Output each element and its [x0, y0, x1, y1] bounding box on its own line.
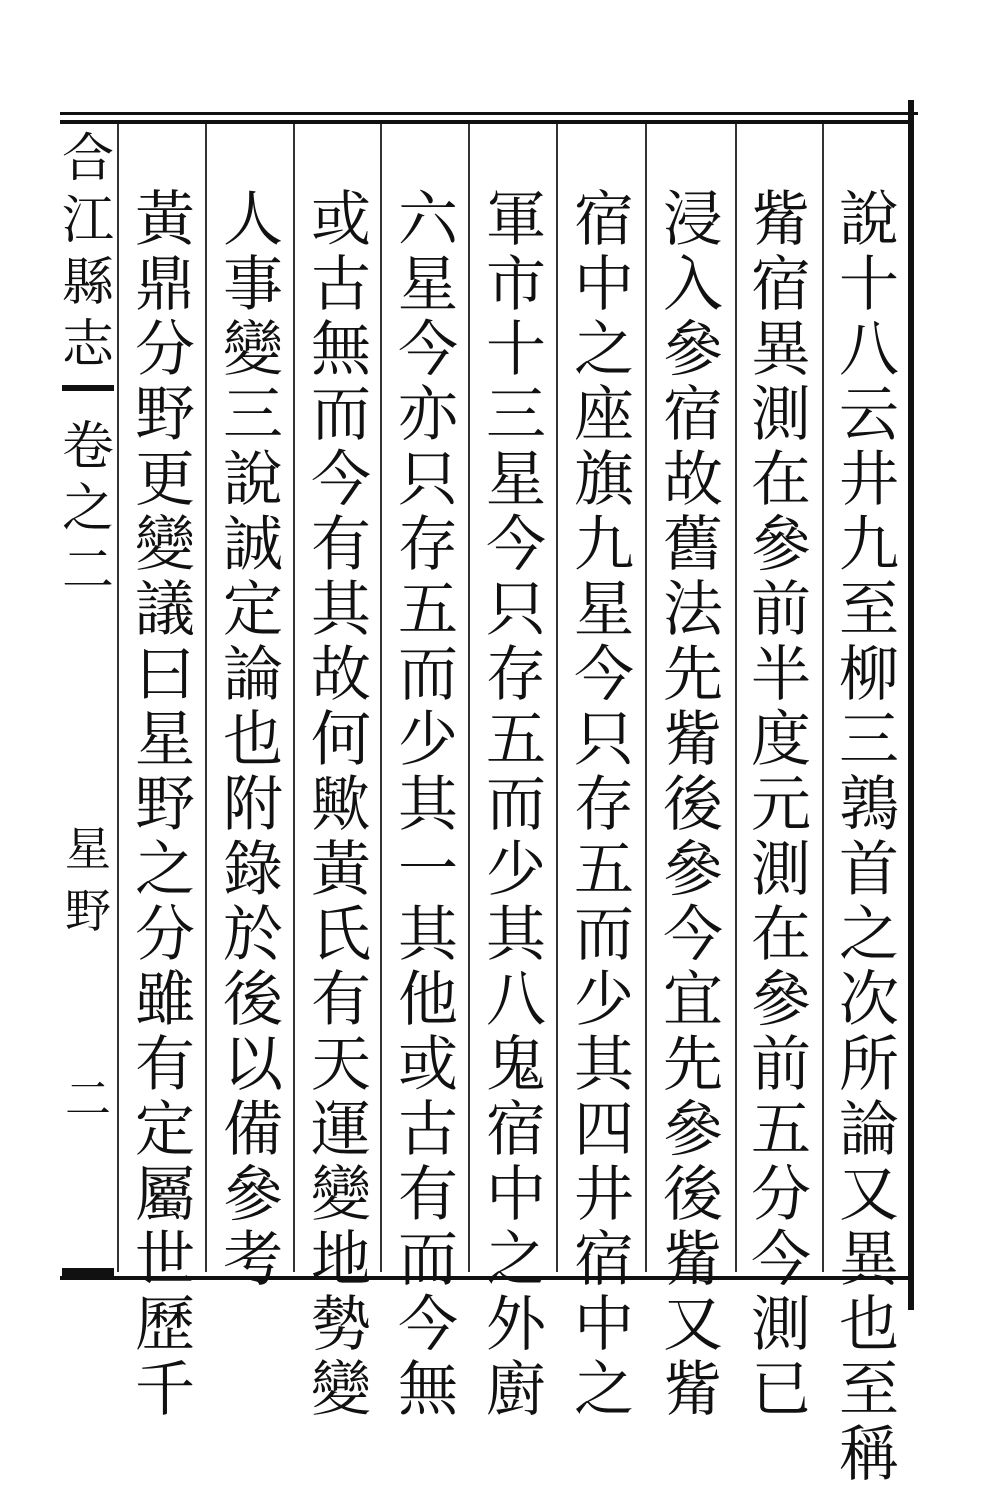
column-rule: [556, 124, 558, 1272]
glyph: 有: [398, 1160, 458, 1230]
glyph: 九: [839, 510, 899, 580]
text-column-6: [391, 185, 465, 1425]
glyph: 星: [398, 250, 458, 320]
glyph: 野: [135, 380, 195, 450]
glyph: 中: [486, 1160, 546, 1230]
glyph: 故: [663, 445, 723, 515]
glyph: 廚: [486, 1355, 546, 1425]
glyph: 中: [574, 1290, 634, 1360]
glyph: 一: [398, 835, 458, 905]
glyph: 至: [839, 1355, 899, 1425]
glyph: 三: [223, 380, 283, 450]
glyph: 存: [486, 640, 546, 710]
glyph: 五: [398, 575, 458, 645]
glyph: 參: [663, 1095, 723, 1165]
glyph: 定: [135, 1095, 195, 1165]
glyph: 柳: [839, 640, 899, 710]
glyph: 存: [574, 770, 634, 840]
glyph: 今: [486, 510, 546, 580]
glyph: 測: [751, 835, 811, 905]
glyph: 更: [135, 445, 195, 515]
glyph: 千: [135, 1355, 195, 1425]
glyph: 備: [223, 1095, 283, 1165]
text-column-4: [567, 185, 641, 1425]
glyph: 他: [398, 965, 458, 1035]
glyph: 云: [839, 380, 899, 450]
glyph: 無: [311, 315, 371, 385]
glyph: 次: [839, 965, 899, 1035]
glyph: 說: [839, 185, 899, 255]
glyph: 宿: [486, 1095, 546, 1165]
glyph: 其: [398, 900, 458, 970]
glyph: 前: [751, 575, 811, 645]
text-column-9: [128, 185, 202, 1425]
glyph: 四: [574, 1095, 634, 1165]
glyph: 觜: [751, 185, 811, 255]
fold-mark: [62, 1268, 114, 1278]
glyph: 又: [663, 1290, 723, 1360]
glyph: 觜: [663, 1355, 723, 1425]
text-column-5: [479, 185, 553, 1425]
glyph: 在: [751, 445, 811, 515]
glyph: 參: [663, 835, 723, 905]
glyph: 或: [398, 1030, 458, 1100]
glyph: 十: [839, 250, 899, 320]
glyph: 天: [311, 1030, 371, 1100]
glyph: 野: [135, 770, 195, 840]
margin-column: [62, 128, 114, 1268]
glyph: 已: [751, 1355, 811, 1425]
glyph: 今: [574, 640, 634, 710]
glyph: 稱: [839, 1420, 899, 1490]
column-rule: [293, 124, 295, 1272]
glyph: 之: [839, 900, 899, 970]
glyph: 誠: [223, 510, 283, 580]
column-rule: [205, 124, 207, 1272]
glyph: 世: [135, 1225, 195, 1295]
glyph: 三: [839, 705, 899, 775]
glyph: 變: [223, 315, 283, 385]
margin-glyph: 合: [62, 129, 115, 189]
glyph: 觜: [663, 705, 723, 775]
glyph: 後: [223, 965, 283, 1035]
glyph: 黃: [311, 835, 371, 905]
text-column-3: [656, 185, 730, 1425]
column-rule: [468, 124, 470, 1272]
glyph: 屬: [135, 1160, 195, 1230]
glyph: 星: [135, 705, 195, 775]
glyph: 也: [223, 705, 283, 775]
margin-glyph: 野: [65, 884, 111, 938]
glyph: 少: [398, 705, 458, 775]
text-column-8: [216, 185, 290, 1295]
glyph: 而: [398, 1225, 458, 1295]
glyph: 只: [486, 575, 546, 645]
glyph: 九: [574, 510, 634, 580]
glyph: 無: [398, 1355, 458, 1425]
text-column-1: [832, 185, 906, 1490]
glyph: 今: [311, 445, 371, 515]
glyph: 法: [663, 575, 723, 645]
glyph: 存: [398, 510, 458, 580]
glyph: 今: [751, 1225, 811, 1295]
glyph: 分: [135, 900, 195, 970]
glyph: 異: [751, 315, 811, 385]
glyph: 所: [839, 1030, 899, 1100]
glyph: 先: [663, 1030, 723, 1100]
glyph: 浸: [663, 185, 723, 255]
glyph: 井: [839, 445, 899, 515]
glyph: 地: [311, 1225, 371, 1295]
glyph: 在: [751, 900, 811, 970]
glyph: 座: [574, 380, 634, 450]
glyph: 運: [311, 1095, 371, 1165]
glyph: 也: [839, 1290, 899, 1360]
glyph: 其: [574, 1030, 634, 1100]
glyph: 市: [486, 250, 546, 320]
glyph: 八: [486, 965, 546, 1035]
glyph: 分: [751, 1160, 811, 1230]
glyph: 五: [751, 1095, 811, 1165]
column-rule: [645, 124, 647, 1272]
glyph: 錄: [223, 835, 283, 905]
glyph: 勢: [311, 1290, 371, 1360]
glyph: 度: [751, 705, 811, 775]
glyph: 觜: [663, 1225, 723, 1295]
glyph: 至: [839, 575, 899, 645]
glyph: 先: [663, 640, 723, 710]
glyph: 半: [751, 640, 811, 710]
glyph: 宿: [574, 1225, 634, 1295]
margin-glyph: 星: [65, 822, 111, 876]
glyph: 元: [751, 770, 811, 840]
top-border: [60, 112, 918, 115]
glyph: 六: [398, 185, 458, 255]
glyph: 中: [574, 250, 634, 320]
glyph: 星: [574, 575, 634, 645]
column-rule: [822, 124, 824, 1272]
glyph: 鶉: [839, 770, 899, 840]
glyph: 古: [398, 1095, 458, 1165]
glyph: 事: [223, 250, 283, 320]
glyph: 亦: [398, 380, 458, 450]
glyph: 今: [398, 315, 458, 385]
glyph: 而: [398, 640, 458, 710]
glyph: 以: [223, 1030, 283, 1100]
glyph: 星: [486, 445, 546, 515]
glyph: 人: [223, 185, 283, 255]
margin-glyph: 卷: [62, 417, 115, 477]
glyph: 附: [223, 770, 283, 840]
page-number: [65, 1068, 111, 1130]
column-rule: [380, 124, 382, 1272]
column-rule: [735, 124, 737, 1272]
glyph: 又: [839, 1160, 899, 1230]
glyph: 何: [311, 705, 371, 775]
glyph: 而: [311, 380, 371, 450]
glyph: 宿: [663, 380, 723, 450]
glyph: 少: [574, 965, 634, 1035]
glyph: 只: [574, 705, 634, 775]
margin-glyph: 江: [62, 191, 115, 251]
glyph: 今: [663, 900, 723, 970]
glyph: 只: [398, 445, 458, 515]
glyph: 五: [486, 705, 546, 775]
glyph: 其: [311, 575, 371, 645]
glyph: 黃: [135, 185, 195, 255]
section-label: [65, 818, 111, 942]
glyph: 參: [223, 1160, 283, 1230]
glyph: 有: [135, 1030, 195, 1100]
glyph: 論: [839, 1095, 899, 1165]
glyph: 參: [751, 510, 811, 580]
glyph: 十: [486, 315, 546, 385]
glyph: 考: [223, 1225, 283, 1295]
glyph: 宿: [574, 185, 634, 255]
glyph: 軍: [486, 185, 546, 255]
glyph: 入: [663, 250, 723, 320]
glyph: 之: [574, 1355, 634, 1425]
glyph: 宜: [663, 965, 723, 1035]
glyph: 而: [574, 900, 634, 970]
glyph: 測: [751, 1290, 811, 1360]
glyph: 參: [663, 315, 723, 385]
glyph: 而: [486, 770, 546, 840]
margin-glyph: 縣: [62, 253, 115, 313]
glyph: 歷: [135, 1290, 195, 1360]
glyph: 故: [311, 640, 371, 710]
glyph: 後: [663, 1160, 723, 1230]
glyph: 測: [751, 380, 811, 450]
glyph: 五: [574, 835, 634, 905]
margin-glyph: 之: [62, 479, 115, 539]
text-column-2: [744, 185, 818, 1425]
glyph: 於: [223, 900, 283, 970]
glyph: 古: [311, 250, 371, 320]
glyph: 鬼: [486, 1030, 546, 1100]
glyph: 鼎: [135, 250, 195, 320]
glyph: 氏: [311, 900, 371, 970]
glyph: 歟: [311, 770, 371, 840]
margin-glyph: 二: [62, 541, 115, 601]
glyph: 異: [839, 1225, 899, 1295]
glyph: 外: [486, 1290, 546, 1360]
glyph: 議: [135, 575, 195, 645]
glyph: 其: [486, 900, 546, 970]
glyph: 定: [223, 575, 283, 645]
glyph: 參: [751, 965, 811, 1035]
glyph: 或: [311, 185, 371, 255]
glyph: 井: [574, 1160, 634, 1230]
glyph: 八: [839, 315, 899, 385]
margin-glyph: 志: [62, 315, 115, 375]
glyph: 論: [223, 640, 283, 710]
text-column-7: [304, 185, 378, 1425]
glyph: 之: [574, 315, 634, 385]
glyph: 旗: [574, 445, 634, 515]
glyph: 今: [398, 1290, 458, 1360]
glyph: 分: [135, 315, 195, 385]
glyph: 之: [135, 835, 195, 905]
glyph: 雖: [135, 965, 195, 1035]
glyph: 其: [398, 770, 458, 840]
margin-glyph: 二: [65, 1072, 111, 1126]
fold-mark: [62, 385, 114, 391]
volume-label: [62, 416, 114, 602]
glyph: 有: [311, 510, 371, 580]
glyph: 後: [663, 770, 723, 840]
column-rule: [117, 124, 119, 1272]
glyph: 三: [486, 380, 546, 450]
glyph: 首: [839, 835, 899, 905]
glyph: 曰: [135, 640, 195, 710]
glyph: 舊: [663, 510, 723, 580]
glyph: 宿: [751, 250, 811, 320]
glyph: 有: [311, 965, 371, 1035]
glyph: 變: [311, 1160, 371, 1230]
glyph: 之: [486, 1225, 546, 1295]
glyph: 前: [751, 1030, 811, 1100]
glyph: 說: [223, 445, 283, 515]
glyph: 變: [135, 510, 195, 580]
glyph: 少: [486, 835, 546, 905]
book-title: [62, 128, 114, 376]
glyph: 變: [311, 1355, 371, 1425]
